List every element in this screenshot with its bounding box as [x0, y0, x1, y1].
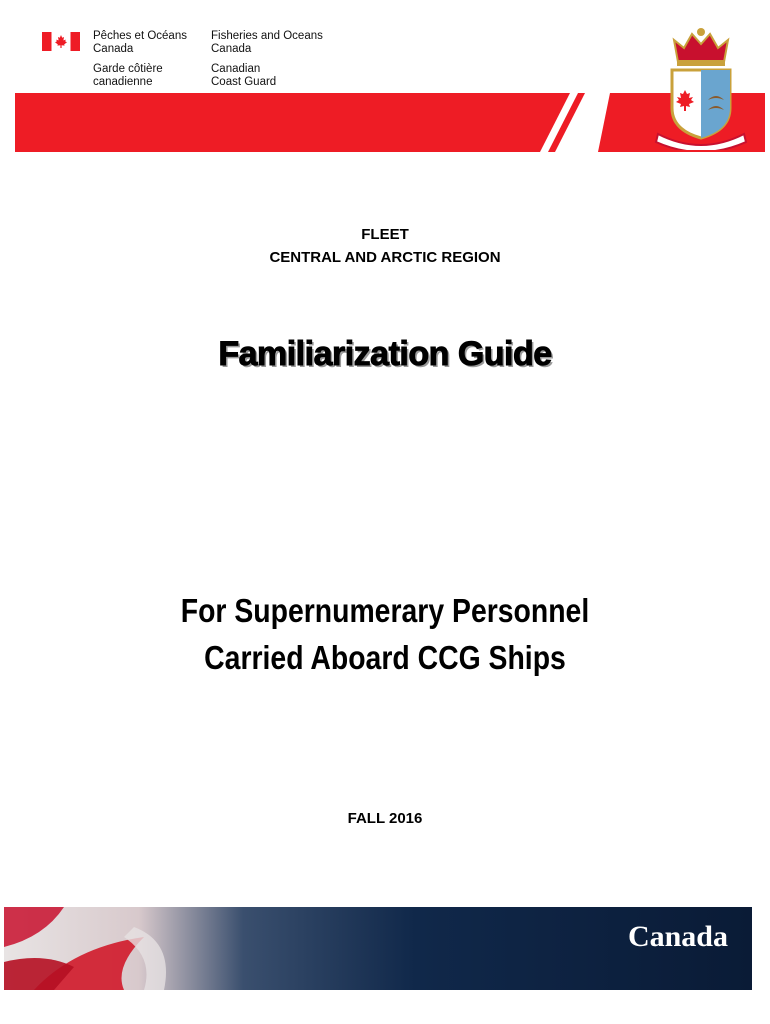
document-subtitle-line1: For Supernumerary Personnel: [180, 592, 590, 629]
coast-guard-crest-icon: [650, 22, 752, 150]
department-name-fr: Pêches et Océans Canada: [93, 30, 187, 55]
region-label: CENTRAL AND ARCTIC REGION: [269, 249, 501, 266]
publication-date: FALL 2016: [347, 810, 423, 827]
agency-name-en: Canadian Coast Guard: [211, 63, 277, 88]
canada-flag-icon: [42, 32, 80, 51]
document-title: Familiarization Guide: [218, 335, 552, 373]
canada-wordmark: [628, 920, 728, 954]
document-subtitle-line2: Carried Aboard CCG Ships: [204, 639, 566, 676]
canada-wordmark-text: Canada: [627, 920, 728, 953]
department-name-en: Fisheries and Oceans Canada: [211, 30, 323, 55]
agency-name-fr: Garde côtière canadienne: [93, 63, 163, 88]
fleet-label: FLEET: [361, 226, 409, 243]
